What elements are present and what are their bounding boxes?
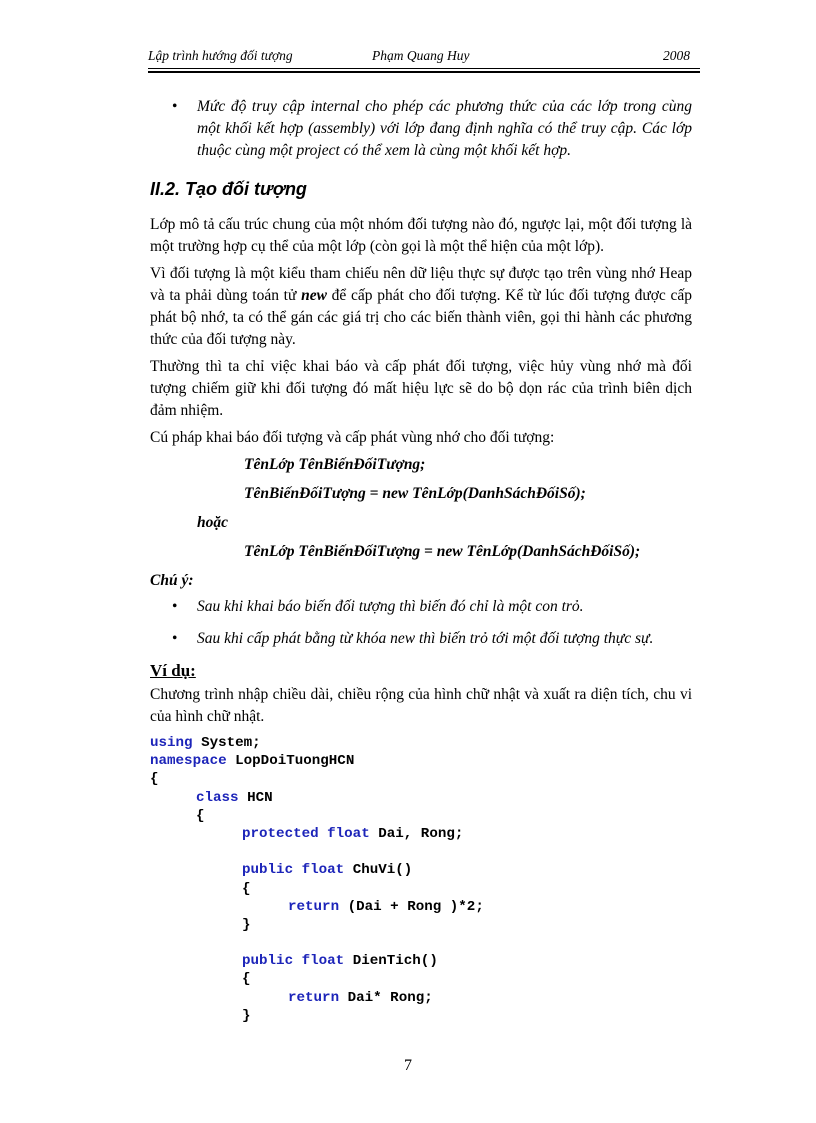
code-line: { <box>242 971 251 988</box>
syntax-or: hoặc <box>197 514 228 531</box>
example-title: Ví dụ: <box>150 661 196 680</box>
code-block <box>150 734 692 1025</box>
bullet-text: Mức độ truy cập internal cho phép các phương thức của các lớp trong cùng một khối kết hợp (assembly) với lớp đang định nghĩa có thể truy cập. Các lớp thuộc cùng một project có thể xem là cùng một khối kết hợp. <box>197 98 692 159</box>
code-line: { <box>242 880 251 897</box>
note-text: Sau khi khai báo biến đối tượng thì biến đó chỉ là một con trỏ. <box>197 598 584 615</box>
code-line <box>150 861 692 879</box>
code-keyword: namespace <box>150 753 227 770</box>
code-line <box>150 989 692 1007</box>
code-text: ChuVi() <box>344 862 413 879</box>
code-line <box>150 734 692 752</box>
code-line: } <box>242 916 251 933</box>
header-author: Phạm Quang Huy <box>372 48 470 63</box>
syntax-declare: TênLớp TênBiếnĐốiTượng; <box>244 456 426 473</box>
header-rule-thin <box>148 68 700 69</box>
note-item <box>150 628 692 650</box>
code-text: LopDoiTuongHCN <box>226 753 355 770</box>
header-year: 2008 <box>663 48 690 63</box>
paragraph-class-definition: Lớp mô tả cấu trúc chung của một nhóm đối tượng nào đó, ngược lại, một đối tượng là một trường hợp cụ thể của một lớp (còn gọi là một thể hiện của một lớp). <box>150 216 692 255</box>
code-text: DienTich() <box>344 953 438 970</box>
new-keyword: new <box>301 287 327 304</box>
code-line: { <box>196 807 205 824</box>
bullet-dot-icon: • <box>172 98 178 115</box>
header-rule-thick <box>148 71 700 73</box>
code-line <box>150 898 692 916</box>
code-keyword: protected <box>242 825 319 842</box>
bullet-internal-access <box>150 96 692 162</box>
syntax-declare-allocate: TênLớp TênBiếnĐốiTượng = new TênLớp(DanhSáchĐốiSố); <box>244 543 641 560</box>
paragraph-syntax-intro: Cú pháp khai báo đối tượng và cấp phát vùng nhớ cho đối tượng: <box>150 429 555 446</box>
code-keyword: public <box>242 862 294 879</box>
bullet-dot-icon: • <box>172 598 178 615</box>
code-line <box>150 789 692 807</box>
code-keyword: using <box>150 735 193 751</box>
paragraph-text: Vì đối tượng là một kiểu tham chiếu nên dữ liệu thực sự được tạo trên vùng nhớ Heap và ta phải dùng toán tử <box>150 265 692 304</box>
bullet-dot-icon: • <box>172 630 178 647</box>
code-text: HCN <box>238 789 273 806</box>
note-item <box>150 596 692 618</box>
page-number: 7 <box>404 1057 412 1074</box>
code-line <box>150 825 692 843</box>
code-keyword: float <box>301 953 345 970</box>
example-description: Chương trình nhập chiều dài, chiều rộng của hình chữ nhật và xuất ra diện tích, chu vi của hình chữ nhật. <box>150 686 692 725</box>
paragraph-text: để cấp phát cho đối tượng. Kể từ lúc đối tượng được cấp phát bộ nhớ, ta có thể gán các giá trị cho các biến thành viên, gọi thi hành các phương thức của đối tượng này. <box>150 287 693 348</box>
note-text: Sau khi cấp phát bằng từ khóa new thì biến trỏ tới một đối tượng thực sự. <box>197 630 654 647</box>
page-header <box>148 46 700 66</box>
code-blank-line <box>150 843 692 861</box>
code-keyword: return <box>288 898 340 915</box>
code-text: Dai, Rong; <box>369 825 464 842</box>
code-line: } <box>242 1007 251 1024</box>
section-title: II.2. Tạo đối tượng <box>150 179 307 199</box>
code-text: System; <box>192 735 261 751</box>
page-content <box>150 96 692 1025</box>
code-blank-line <box>150 934 692 952</box>
code-keyword: public <box>242 953 294 970</box>
code-line <box>150 752 692 770</box>
code-keyword: return <box>288 989 340 1006</box>
note-title: Chú ý: <box>150 572 194 589</box>
code-line <box>150 952 692 970</box>
paragraph-reference-type <box>150 263 692 351</box>
syntax-allocate: TênBiếnĐốiTượng = new TênLớp(DanhSáchĐốiSố); <box>244 485 586 502</box>
code-text: (Dai + Rong )*2; <box>339 898 484 915</box>
header-book-title: Lập trình hướng đối tượng <box>148 48 293 63</box>
code-line: { <box>150 771 159 788</box>
code-text: Dai* Rong; <box>339 989 433 1006</box>
code-keyword: float <box>301 862 345 879</box>
code-keyword: class <box>196 789 239 806</box>
paragraph-garbage-collector: Thường thì ta chỉ việc khai báo và cấp phát đối tượng, việc hủy vùng nhớ mà đối tượng chiếm giữ khi đối tượng đó mất hiệu lực sẽ do bộ dọn rác của trình biên dịch đảm nhiệm. <box>150 358 692 419</box>
code-keyword: float <box>327 825 370 842</box>
